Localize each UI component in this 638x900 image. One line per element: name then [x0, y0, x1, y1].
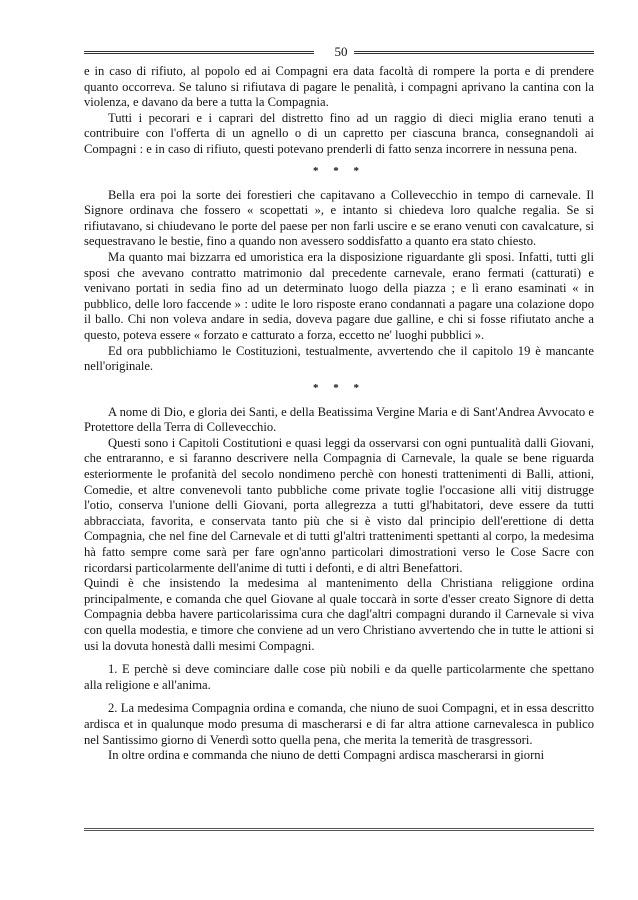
running-header	[84, 44, 594, 60]
paragraph: A nome di Dio, e gloria dei Santi, e della Beatissima Vergine Maria e di Sant'Andrea Avvocato e Protettore della Terra di Collevecchio.	[84, 404, 594, 435]
paragraph: Bella era poi la sorte dei forestieri che capitavano a Collevecchio in tempo di carnevale. Il Signore ordinava che fossero « scopettati », e intanto si chiedeva loro qualche regalia. Se si rifiutavano, si chiudevano le porte del paese per non farli uscire e se erano venuti con cavalcature, si sequestravano le bestie, fino a quando non avessero soddisfatto a quanto era stato chiesto.	[84, 187, 594, 249]
section-separator: * * *	[313, 164, 365, 177]
body-text	[84, 64, 594, 764]
paragraph: Ed ora pubblichiamo le Costituzioni, testualmente, avvertendo che il capitolo 19 è mancante nell'originale.	[84, 343, 594, 374]
page-number: 50	[334, 44, 348, 59]
paragraph: Quindi è che insistendo la medesima al mantenimento della Christiana religgione ordina principalmente, e comanda che quel Giovane al quale toccarà in sorte d'esser creato Signore di detta Compagnia debba havere particolarissima cura che dagl'altri compagni durando il Carnevale si viva con quella modestia, e timore che conviene ad un vero Christiano avvertendo che in tutte le attioni si usi la dovuta honestà dalli mesimi Compagni.	[84, 576, 594, 653]
paragraph: e in caso di rifiuto, al popolo ed ai Compagni era data facoltà di rompere la porta e di prendere quanto occorreva. Se taluno si rifiutava di pagare le penalità, i compagni aprivano la cantina con la violenza, e davano da bere a tutta la Compagnia.	[84, 64, 594, 110]
footer-rule	[84, 828, 594, 831]
chapter-paragraph: 2. La medesima Compagnia ordina e comanda, che niuno de suoi Compagni, et in essa descritto ardisca et in qualunque modo presuma di mascherarsi e di far altra attione carnevalesca in publico nel Santissimo giorno di Venerdì sotto quella pena, che merita la temerità de trasgressori.	[84, 701, 594, 747]
chapter-paragraph: 1. E perchè si deve cominciare dalle cose più nobili e da quelle particolarmente che spettano alla religione e all'anima.	[84, 662, 594, 692]
paragraph: Questi sono i Capitoli Costitutioni e quasi leggi da osservarsi con ogni puntualità dalli Giovani, che entraranno, e si faranno descrivere nella Compagnia di Carnevale, la quale se bene riguarda esteriormente le profanità del secolo nondimeno perchè con honesti trattenimenti di Balli, attioni, Comedie, et altre convenevoli tanto pubbliche come private toglie l'occasione alli vitij distrugge l'otio, conserva l'unione delli Giovani, porta allegrezza a tutti gl'habitatori, deve essere da tutti abbracciata, favorita, e conservata tanto più che si è visto dal principio dell'erettione di detta Compagnia, che nel fine del Carnevale et di tutti gl'altri trattenimenti spettanti al corpo, la medesima hà fatto sempre come sarà per fare ogn'anno particolari dimostrationi verso le Cose Sacre con ricordarsi particolarmente dell'anime di tutti i defonti, e di altri Benefattori.	[84, 435, 594, 575]
paragraph: Tutti i pecorari e i caprari del distretto fino ad un raggio di dieci miglia erano tenuti a contribuire con l'offerta di un agnello o di un capretto per ciascuna branca, consegnandoli ai Compagni : e in caso di rifiuto, questi potevano prenderli di fatto senza incorrere in nessuna pena.	[84, 110, 594, 156]
paragraph: Ma quanto mai bizzarra ed umoristica era la disposizione riguardante gli sposi. Infatti, tutti gli sposi che avevano contratto matrimonio dal precedente carnevale, erano fermati (catturati) e venivano portati in sedia fino ad un determinato luogo della piazza ; e lì erano esaminati « in pubblico, delle loro faccende » : udite le loro risposte erano condannati a pagare una colazione dopo il ballo. Chi non voleva andare in sedia, doveva pagare due galline, e chi si fosse rifiutato anche a questo, poteva essere « forzato e catturato a forza, eccetto ne' luoghi pubblici ».	[84, 249, 594, 342]
header-rule-left	[84, 51, 314, 54]
header-rule-right	[354, 51, 594, 54]
section-separator: * * *	[313, 381, 365, 394]
paragraph: In oltre ordina e commanda che niuno de detti Compagni ardisca mascherarsi in giorni	[108, 748, 545, 763]
